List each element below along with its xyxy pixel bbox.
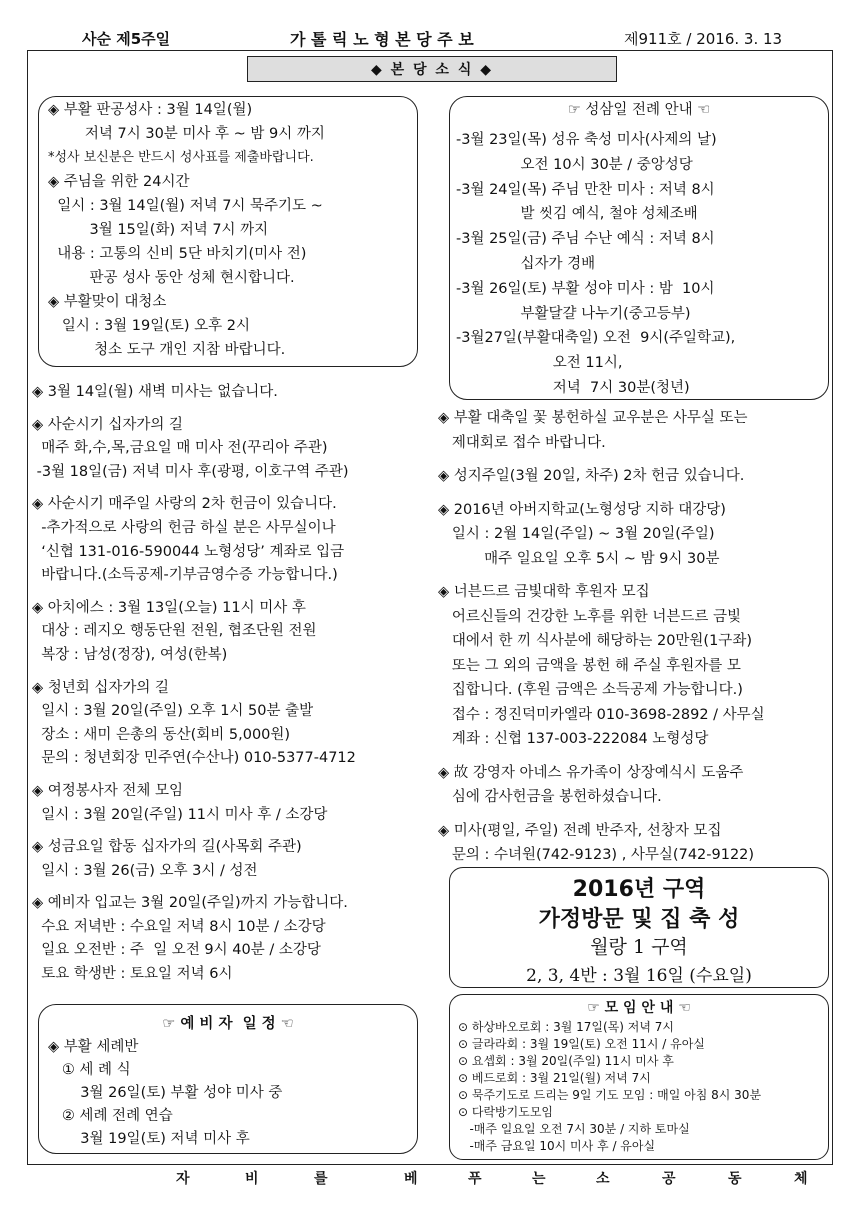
- text-line: 발 씻김 예식, 철야 성체조배: [456, 206, 698, 223]
- text-line: ◈ 주님을 위한 24시간: [48, 174, 190, 190]
- text-line: ◈ 성금요일 합동 십자가의 길(사목회 주관): [32, 839, 302, 856]
- text-line: ◈ 성지주일(3월 20일, 차주) 2차 헌금 있습니다.: [438, 468, 745, 484]
- text-line: ① 세 례 식: [48, 1062, 131, 1078]
- text-line: 심에 감사헌금을 봉헌하셨습니다.: [438, 789, 662, 805]
- text-line: ◈ 사순시기 매주일 사랑의 2차 헌금이 있습니다.: [32, 496, 337, 513]
- text-line: 3월 26일(토) 부활 성야 미사 중: [48, 1085, 283, 1101]
- text-line: 문의 : 수녀원(742-9123) , 사무실(742-9122): [438, 847, 755, 863]
- text-line: 십자가 경배: [456, 255, 596, 272]
- text-line: 오전 11시,: [456, 355, 623, 372]
- text-line: ◈ 아치에스 : 3월 13일(오늘) 11시 미사 후: [32, 599, 306, 616]
- catechumen-schedule: [48, 1036, 282, 1151]
- text-line: 청소 도구 개인 지참 바랍니다.: [48, 342, 286, 358]
- text-line: [438, 752, 765, 761]
- footer-char: 소: [596, 1171, 610, 1187]
- text-line: [438, 571, 765, 580]
- text-line: ◈ 부활 세례반: [48, 1039, 139, 1055]
- text-line: ◈ 부활 판공성사 : 3월 14일(월): [48, 102, 253, 118]
- text-line: 토요 학생반 : 토요일 저녁 6시: [32, 966, 233, 983]
- text-line: 문의 : 청년회장 민주연(수산나) 010-5377-4712: [32, 750, 356, 767]
- text-line: [32, 668, 356, 677]
- section-banner: ◆ 본 당 소 식 ◆: [247, 56, 617, 82]
- text-line: [32, 827, 356, 836]
- text-line: 바랍니다.(소득공제-기부금영수증 가능합니다.): [32, 567, 338, 584]
- text-line: ◈ 너븐드르 금빛대학 후원자 모집: [438, 584, 650, 600]
- text-line: 판공 성사 동안 성체 현시합니다.: [48, 270, 295, 286]
- text-line: [32, 484, 356, 493]
- easter-confession-text: [48, 98, 325, 362]
- text-line: 집합니다. (후원 금액은 소득공제 가능합니다.): [438, 682, 743, 698]
- text-line: 장소 : 새미 은총의 동산(회비 5,000원): [32, 726, 291, 743]
- text-line: ② 세례 전례 연습: [48, 1108, 173, 1124]
- text-line: -3월 24일(목) 주님 만찬 미사 : 저녁 8시: [456, 181, 715, 198]
- text-line: 일시 : 3월 14일(월) 저녁 7시 묵주기도 ~: [48, 198, 323, 214]
- text-line: 매주 일요일 오후 5시 ~ 밤 9시 30분: [438, 550, 720, 567]
- triduum-schedule: [456, 128, 735, 401]
- text-line: 일시 : 3월 19일(토) 오후 2시: [48, 318, 251, 334]
- text-line: ◈ 2016년 아버지학교(노형성당 지하 대강당): [438, 501, 726, 518]
- text-line: -매주 금요일 10시 미사 후 / 유아실: [458, 1139, 656, 1153]
- left-notices: [32, 381, 356, 987]
- text-line: 계좌 : 신협 137-003-222084 노형성당: [438, 731, 709, 747]
- text-line: [32, 883, 356, 892]
- text-line: ⊙ 요셉회 : 3월 20일(주일) 11시 미사 후: [458, 1054, 674, 1068]
- text-line: ◈ 미사(평일, 주일) 전례 반주자, 선창자 모집: [438, 822, 722, 839]
- text-line: [32, 588, 356, 597]
- text-line: 제대회로 접수 바랍니다.: [438, 434, 606, 451]
- footer-char: 푸: [468, 1171, 482, 1187]
- text-line: ⊙ 하상바오로회 : 3월 17일(목) 저녁 7시: [458, 1020, 674, 1034]
- text-line: [438, 489, 765, 498]
- text-line: 일시 : 3월 20일(주일) 오후 1시 50분 출발: [32, 703, 314, 720]
- text-line: ⊙ 묵주기도로 드리는 9일 기도 모임 : 매일 아침 8시 30분: [458, 1088, 762, 1102]
- text-line: 일시 : 2월 14일(주일) ~ 3월 20일(주일): [438, 526, 715, 542]
- text-line: -3월 18일(금) 저녁 미사 후(광평, 이호구역 주관): [32, 463, 349, 480]
- text-line: 어르신들의 건강한 노후를 위한 너븐드르 금빛: [438, 608, 742, 625]
- footer-char: 체: [794, 1171, 808, 1187]
- text-line: 일요 오전반 : 주 일 오전 9시 40분 / 소강당: [32, 942, 321, 959]
- house-blessing-district: 월랑 1 구역: [590, 936, 688, 958]
- text-line: ◈ 여정봉사자 전체 모임: [32, 782, 184, 799]
- right-notices: [438, 406, 765, 868]
- text-line: -3월27일(부활대축일) 오전 9시(주일학교),: [456, 330, 736, 347]
- text-line: -추가적으로 사랑의 헌금 하실 분은 사무실이나: [32, 519, 336, 536]
- text-line: *성사 보신분은 반드시 성사표를 제출바랍니다.: [48, 150, 314, 165]
- text-line: 일시 : 3월 20일(주일) 11시 미사 후 / 소강당: [32, 806, 328, 823]
- text-line: ⊙ 다락방기도모임: [458, 1105, 554, 1119]
- text-line: [32, 771, 356, 780]
- text-line: [438, 810, 765, 819]
- bulletin-title: 가 톨 릭 노 형 본 당 주 보: [290, 30, 474, 49]
- text-line: 또는 그 외의 금액을 봉헌 해 주실 후원자를 모: [438, 657, 741, 674]
- text-line: [32, 405, 356, 414]
- footer-char: 를: [314, 1171, 328, 1187]
- meetings-title: ☞ 모 임 안 내 ☜: [587, 1000, 691, 1016]
- house-blessing-title: 2016년 구역: [572, 877, 706, 902]
- text-line: ⊙ 베드로회 : 3월 21일(월) 저녁 7시: [458, 1071, 651, 1085]
- text-line: ◈ 故 강영자 아네스 유가족이 상장예식시 도움주: [438, 764, 744, 781]
- text-line: -3월 23일(목) 성유 축성 미사(사제의 날): [456, 132, 717, 148]
- footer-char: 비: [245, 1171, 259, 1187]
- text-line: [438, 455, 765, 464]
- house-blessing-subtitle: 가정방문 및 집 축 성: [538, 907, 740, 932]
- footer-char: 베: [404, 1171, 418, 1187]
- header-section: 사순 제5주일: [82, 30, 171, 48]
- text-line: 대상 : 레지오 행동단원 전원, 협조단원 전원: [32, 623, 317, 640]
- text-line: -3월 25일(금) 주님 수난 예식 : 저녁 8시: [456, 231, 715, 248]
- text-line: 일시 : 3월 26(금) 오후 3시 / 성전: [32, 862, 258, 879]
- text-line: ◈ 부활 대축일 꽃 봉헌하실 교우분은 사무실 또는: [438, 410, 748, 426]
- text-line: ◈ 청년회 십자가의 길: [32, 679, 170, 696]
- text-line: ◈ 예비자 입교는 3월 20일(주일)까지 가능합니다.: [32, 895, 348, 912]
- text-line: 대에서 한 끼 식사분에 해당하는 20만원(1구좌): [438, 633, 752, 649]
- text-line: 매주 화,수,목,금요일 매 미사 전(꾸리아 주관): [32, 440, 328, 457]
- footer-char: 동: [728, 1171, 742, 1187]
- triduum-title: ☞ 성삼일 전례 안내 ☜: [567, 102, 711, 118]
- text-line: 3월 15일(화) 저녁 7시 까지: [48, 222, 269, 238]
- text-line: 수요 저녁반 : 수요일 저녁 8시 10분 / 소강당: [32, 918, 326, 935]
- text-line: 복장 : 남성(정장), 여성(한복): [32, 646, 228, 663]
- house-blessing-date: 2, 3, 4반 : 3월 16일 (수요일): [526, 966, 752, 986]
- text-line: 오전 10시 30분 / 중앙성당: [456, 156, 693, 173]
- text-line: -3월 26일(토) 부활 성야 미사 : 밤 10시: [456, 280, 715, 297]
- text-line: 접수 : 정진덕미카엘라 010-3698-2892 / 사무실: [438, 706, 765, 723]
- footer-char: 는: [532, 1171, 546, 1187]
- text-line: 부활달걀 나누기(중고등부): [456, 305, 691, 322]
- text-line: ◈ 사순시기 십자가의 길: [32, 416, 184, 433]
- footer-char: 자: [176, 1171, 190, 1187]
- text-line: 내용 : 고통의 신비 5단 바치기(미사 전): [48, 246, 307, 262]
- issue-info: 제911호 / 2016. 3. 13: [624, 30, 783, 48]
- text-line: ◈ 3월 14일(월) 새벽 미사는 없습니다.: [32, 384, 278, 400]
- meetings-list: [458, 1019, 761, 1155]
- text-line: 저녁 7시 30분 미사 후 ~ 밤 9시 까지: [48, 126, 325, 142]
- text-line: ⊙ 글라라회 : 3월 19일(토) 오전 11시 / 유아실: [458, 1037, 705, 1051]
- catechumen-title: ☞ 예 비 자 일 정 ☜: [162, 1016, 294, 1032]
- text-line: ‘신협 131-016-590044 노형성당’ 계좌로 입금: [32, 543, 345, 560]
- text-line: 저녁 7시 30분(청년): [456, 379, 690, 396]
- text-line: 3월 19일(토) 저녁 미사 후: [48, 1131, 250, 1147]
- text-line: ◈ 부활맞이 대청소: [48, 294, 167, 310]
- footer-char: 공: [662, 1171, 676, 1187]
- text-line: -매주 일요일 오전 7시 30분 / 지하 토마실: [458, 1122, 690, 1136]
